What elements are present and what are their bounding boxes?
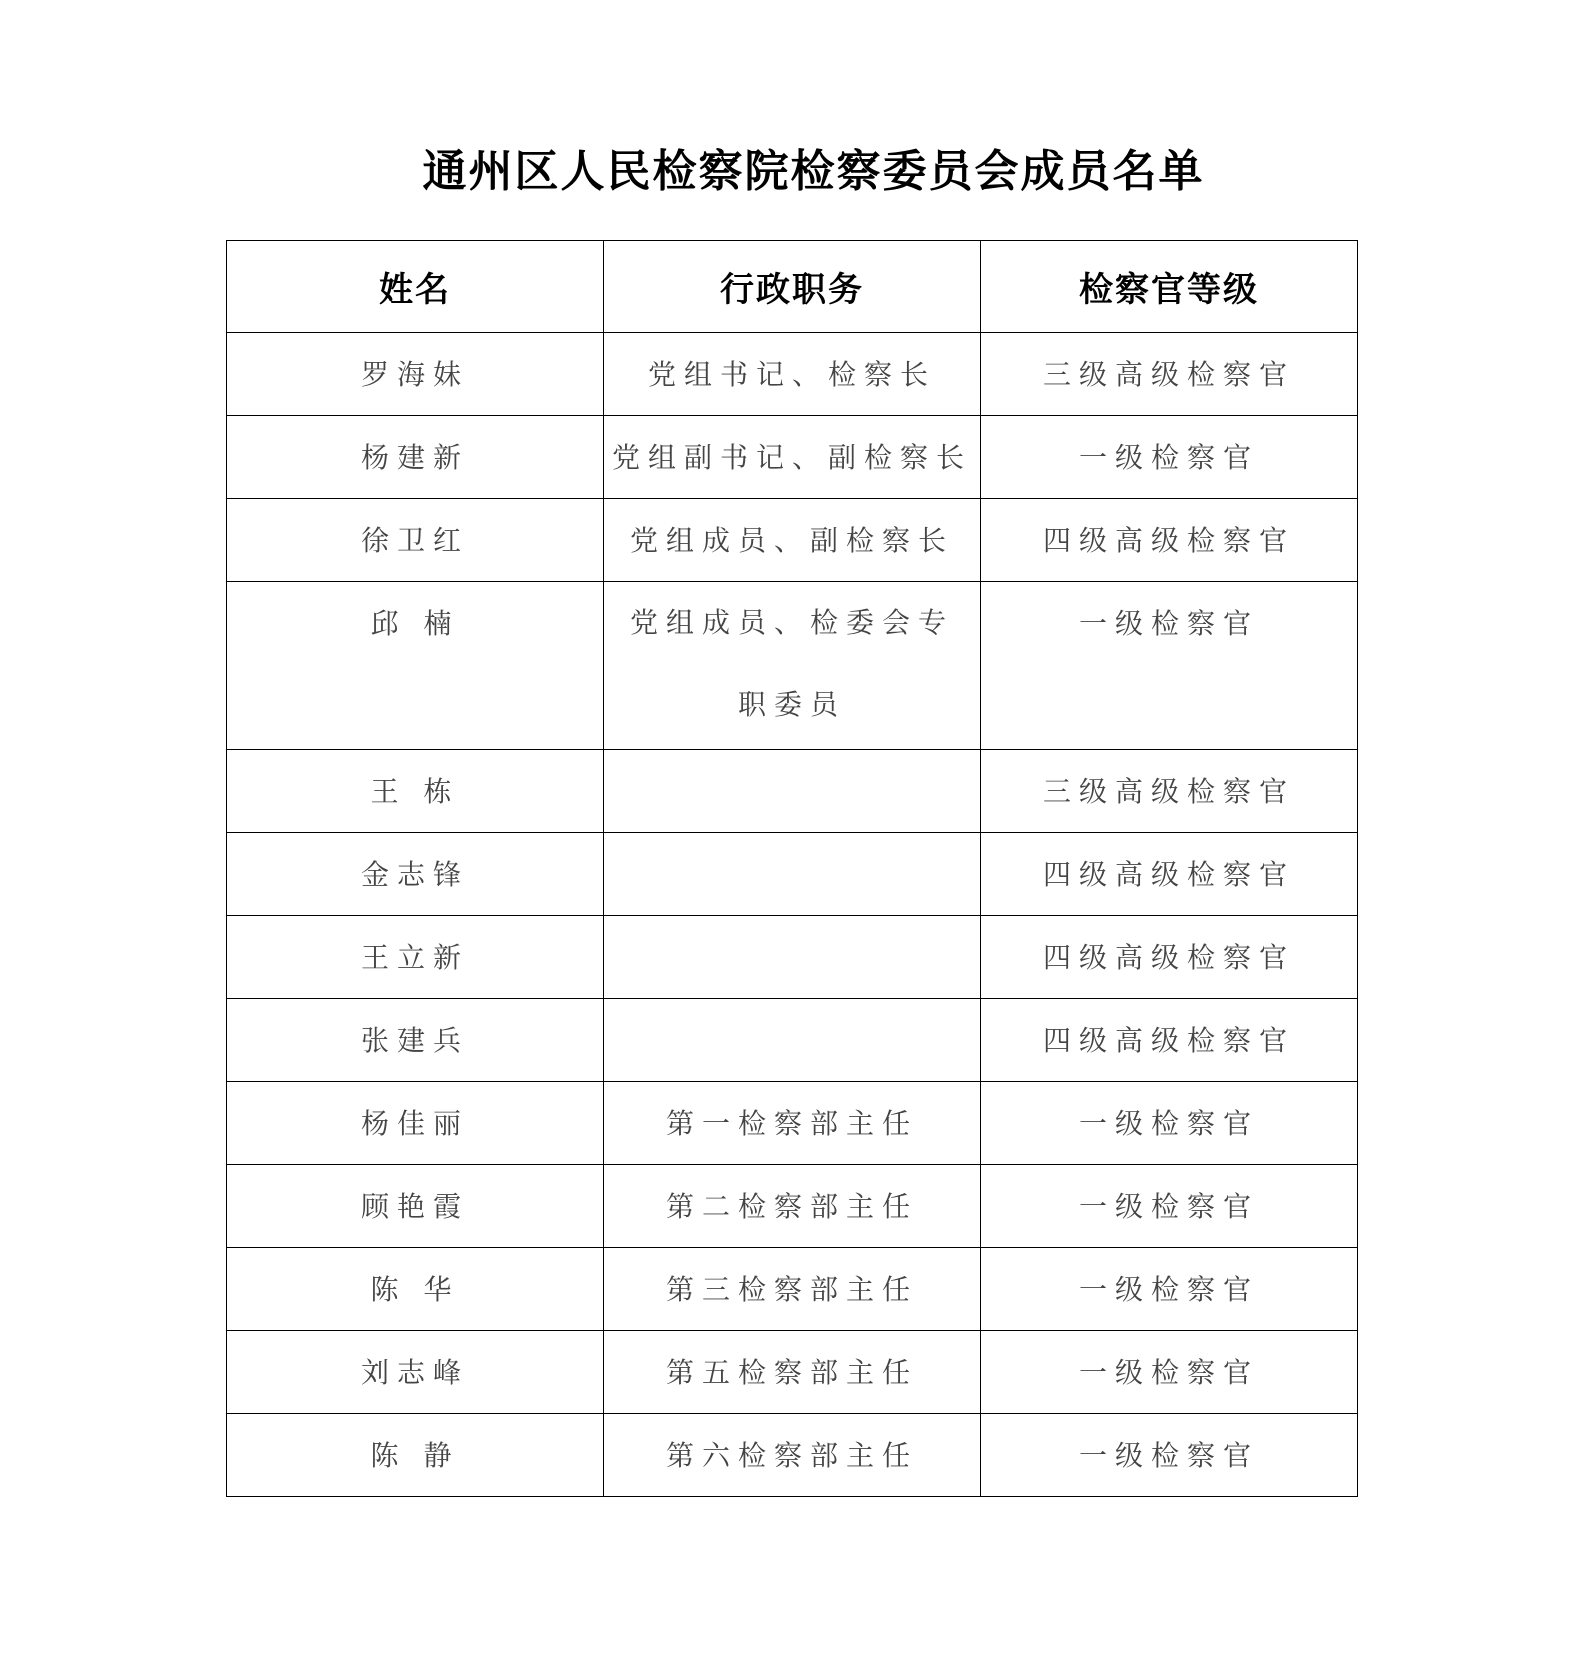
table-row (227, 999, 1358, 1082)
member-rank: 四级高级检察官 (981, 999, 1358, 1082)
member-name: 罗海妹 (227, 333, 604, 416)
members-table (226, 240, 1358, 1497)
table-row (227, 1248, 1358, 1331)
member-name: 刘志峰 (227, 1331, 604, 1414)
member-name: 陈 静 (227, 1414, 604, 1497)
member-name: 陈 华 (227, 1248, 604, 1331)
table-row (227, 1414, 1358, 1497)
member-role: 第一检察部主任 (604, 1082, 981, 1165)
member-name: 邱 楠 (227, 582, 604, 750)
header-rank: 检察官等级 (981, 241, 1358, 333)
member-rank: 三级高级检察官 (981, 750, 1358, 833)
member-role (604, 916, 981, 999)
member-name: 顾艳霞 (227, 1165, 604, 1248)
member-role: 第二检察部主任 (604, 1165, 981, 1248)
table-row (227, 750, 1358, 833)
member-name: 张建兵 (227, 999, 604, 1082)
page-title: 通州区人民检察院检察委员会成员名单 (422, 146, 1205, 197)
member-name: 王立新 (227, 916, 604, 999)
member-rank: 一级检察官 (981, 416, 1358, 499)
member-rank: 一级检察官 (981, 1082, 1358, 1165)
member-rank: 一级检察官 (981, 1414, 1358, 1497)
member-rank: 四级高级检察官 (981, 833, 1358, 916)
member-rank: 一级检察官 (981, 1248, 1358, 1331)
table-row (227, 582, 1358, 750)
member-role (604, 999, 981, 1082)
member-rank: 四级高级检察官 (981, 499, 1358, 582)
member-rank: 四级高级检察官 (981, 916, 1358, 999)
member-role: 第六检察部主任 (604, 1414, 981, 1497)
header-name: 姓名 (227, 241, 604, 333)
member-role: 党组成员、检委会专职委员 (604, 582, 981, 750)
member-role: 党组副书记、副检察长 (604, 416, 981, 499)
table-row (227, 416, 1358, 499)
table-row (227, 833, 1358, 916)
table-row (227, 916, 1358, 999)
table-row (227, 1331, 1358, 1414)
member-name: 金志锋 (227, 833, 604, 916)
member-rank: 三级高级检察官 (981, 333, 1358, 416)
table-header-row (227, 241, 1358, 333)
table-row (227, 333, 1358, 416)
member-name: 徐卫红 (227, 499, 604, 582)
table-row (227, 499, 1358, 582)
header-role: 行政职务 (604, 241, 981, 333)
table-row (227, 1082, 1358, 1165)
member-role: 第五检察部主任 (604, 1331, 981, 1414)
member-name: 王 栋 (227, 750, 604, 833)
member-role: 党组书记、检察长 (604, 333, 981, 416)
member-rank: 一级检察官 (981, 1165, 1358, 1248)
member-rank: 一级检察官 (981, 582, 1358, 750)
member-rank: 一级检察官 (981, 1331, 1358, 1414)
table-row (227, 1165, 1358, 1248)
member-role (604, 750, 981, 833)
member-name: 杨佳丽 (227, 1082, 604, 1165)
member-role (604, 833, 981, 916)
member-name: 杨建新 (227, 416, 604, 499)
member-role: 第三检察部主任 (604, 1248, 981, 1331)
member-role: 党组成员、副检察长 (604, 499, 981, 582)
